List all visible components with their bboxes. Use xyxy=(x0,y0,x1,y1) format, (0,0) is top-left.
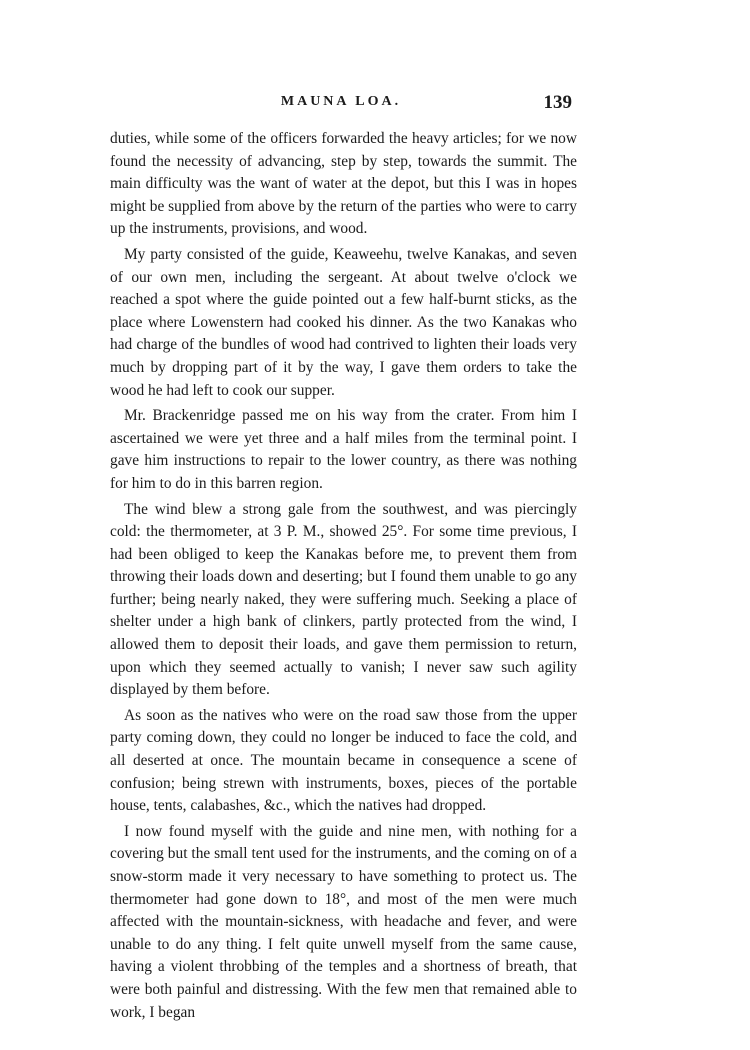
paragraph: Mr. Brackenridge passed me on his way from the crater. From him I ascertained we were yet three and a half miles from the terminal point. I gave him instructions to repair to the lower country, as there was nothing for him to do in this barren region. xyxy=(110,407,577,492)
paragraph: The wind blew a strong gale from the southwest, and was piercingly cold: the thermometer, at 3 P. M., showed 25°. For some time previous, I had been obliged to keep the Kanakas before me, to prevent them from throwing their loads down and deserting; but I found them unable to go any further; being nearly naked, they were suffering much. Seeking a place of shelter under a high bank of clinkers, partly protected from the wind, I allowed them to deposit their loads, and gave them permission to return, upon which they seemed actually to vanish; I never saw such agility displayed by them before. xyxy=(110,500,577,699)
body-text xyxy=(110,128,577,1027)
paragraph: duties, while some of the officers forwarded the heavy articles; for we now found the necessity of advancing, step by step, towards the summit. The main difficulty was the want of water at the depot, but this I was in hopes might be supplied from above by the return of the parties who were to carry up the instruments, provisions, and wood. xyxy=(110,130,577,238)
page-number: 139 xyxy=(543,92,572,113)
paragraph: I now found myself with the guide and nine men, with nothing for a covering but the small tent used for the instruments, and the coming on of a snow-storm made it very necessary to have something to protect us. The thermometer had gone down to 18°, and most of the men were much affected with the mountain-sickness, with headache and fever, and were unable to do any thing. I felt quite unwell myself from the same cause, having a violent throbbing of the temples and a shortness of breath, that were both painful and distressing. With the few men that remained able to work, I began xyxy=(110,822,577,1021)
running-header xyxy=(110,92,572,114)
running-title: MAUNA LOA. xyxy=(280,94,402,109)
paragraph: My party consisted of the guide, Keaweehu, twelve Kanakas, and seven of our own men, including the sergeant. At about twelve o'clock we reached a spot where the guide pointed out a few half-burnt sticks, as the place where Lowenstern had cooked his dinner. As the two Kanakas who had charge of the bundles of wood had contrived to lighten their loads very much by dropping part of it by the way, I gave them orders to take the wood he had left to cook our supper. xyxy=(110,245,577,399)
paragraph: As soon as the natives who were on the road saw those from the upper party coming down, they could no longer be induced to face the cold, and all deserted at once. The mountain became in consequence a scene of confusion; being strewn with instruments, boxes, pieces of the portable house, tents, calabashes, &c., which the natives had dropped. xyxy=(110,706,577,815)
